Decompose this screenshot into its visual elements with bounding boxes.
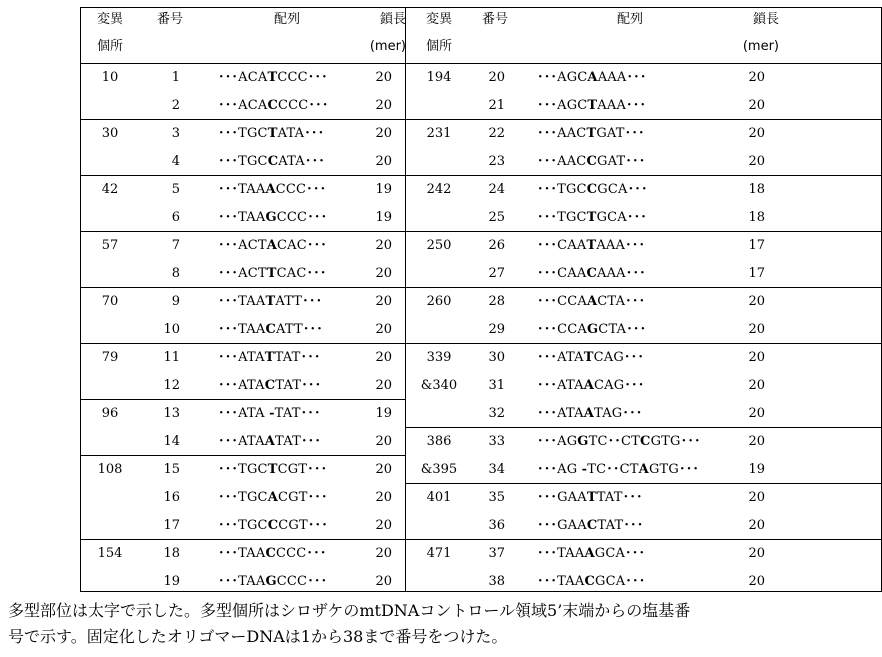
right-oligo-number: 31 xyxy=(488,378,505,393)
sequence-fragment: CCC･･･ xyxy=(275,182,327,197)
right-oligo-sequence xyxy=(537,183,648,197)
sequence-fragment: TAT･･･ xyxy=(274,350,321,365)
sequence-fragment: ･･･AAC xyxy=(537,154,587,169)
polymorphic-base: A xyxy=(586,294,598,309)
left-oligo-length: 20 xyxy=(375,574,392,589)
left-oligo-sequence xyxy=(218,351,321,365)
right-oligo-number: 21 xyxy=(488,98,505,113)
sequence-fragment: ･･･TAA xyxy=(218,210,266,225)
right-oligo-sequence xyxy=(537,239,645,253)
sequence-fragment: ･･･ACT xyxy=(218,266,267,281)
polymorphic-base: A xyxy=(587,70,598,85)
left-oligo-number: 7 xyxy=(171,238,180,253)
table-top-border xyxy=(80,7,882,8)
left-oligo-length: 19 xyxy=(375,210,392,225)
sequence-fragment: ･･･TGC xyxy=(218,462,268,477)
right-oligo-length: 20 xyxy=(748,350,765,365)
sequence-fragment: ･･･TGC xyxy=(218,518,268,533)
right-oligo-length: 20 xyxy=(748,154,765,169)
left-oligo-number: 9 xyxy=(171,294,180,309)
sequence-fragment: ･･･TGC xyxy=(218,126,268,141)
right-oligo-sequence xyxy=(537,435,701,449)
sequence-fragment: TC･･CT xyxy=(588,434,641,449)
left-oligo-length: 20 xyxy=(375,434,392,449)
left-oligo-length: 20 xyxy=(375,154,392,169)
left-oligo-length: 20 xyxy=(375,126,392,141)
sequence-fragment: GTG･･･ xyxy=(650,434,701,449)
left-oligo-number: 14 xyxy=(163,434,180,449)
polymorphic-base: T xyxy=(265,294,276,309)
right-oligo-length: 20 xyxy=(748,98,765,113)
right-oligo-length: 20 xyxy=(748,294,765,309)
right-oligo-length: 20 xyxy=(748,70,765,85)
left-group-rule xyxy=(80,399,405,400)
left-oligo-length: 20 xyxy=(375,322,392,337)
polymorphic-base: A xyxy=(267,490,278,505)
table-caption xyxy=(8,598,882,650)
left-group-rule xyxy=(80,539,405,540)
sequence-fragment: ATT･･･ xyxy=(275,294,323,309)
left-oligo-sequence xyxy=(218,491,328,505)
polymorphic-base: C xyxy=(267,98,278,113)
right-site-label: 242 xyxy=(426,182,452,197)
polymorphic-base: T xyxy=(583,350,594,365)
sequence-fragment: ･･･CCA xyxy=(537,322,587,337)
left-header-site-2: 個所 xyxy=(96,39,123,54)
left-oligo-sequence xyxy=(218,71,328,85)
left-oligo-number: 1 xyxy=(171,70,180,85)
right-oligo-number: 22 xyxy=(488,126,505,141)
left-oligo-length: 19 xyxy=(375,406,392,421)
left-oligo-sequence xyxy=(218,239,327,253)
right-oligo-sequence xyxy=(537,379,644,393)
polymorphic-base: C xyxy=(264,378,276,393)
right-group-rule xyxy=(405,343,882,344)
polymorphic-base: - xyxy=(581,462,588,477)
right-oligo-number: 28 xyxy=(488,294,505,309)
polymorphic-base: A xyxy=(264,434,276,449)
right-oligo-length: 19 xyxy=(748,462,765,477)
polymorphic-base: A xyxy=(265,182,276,197)
left-oligo-sequence xyxy=(218,183,326,197)
sequence-fragment: ･･･ATA xyxy=(537,406,584,421)
polymorphic-base: G xyxy=(265,574,277,589)
right-oligo-sequence xyxy=(537,295,645,309)
left-oligo-sequence xyxy=(218,407,321,421)
sequence-fragment: ･･･ACT xyxy=(218,238,267,253)
left-oligo-number: 12 xyxy=(163,378,180,393)
sequence-fragment: ･･･TAA xyxy=(218,322,266,337)
right-site-label: &340 xyxy=(420,378,458,393)
polymorphic-base: C xyxy=(265,546,276,561)
left-oligo-number: 5 xyxy=(171,182,180,197)
polymorphic-base: C xyxy=(267,154,279,169)
sequence-fragment: GAT･･･ xyxy=(596,126,645,141)
right-group-rule xyxy=(405,119,882,120)
polymorphic-base: C xyxy=(586,182,598,197)
right-oligo-length: 17 xyxy=(748,266,765,281)
polymorphic-base: G xyxy=(265,210,277,225)
right-group-rule xyxy=(405,175,882,176)
right-oligo-number: 23 xyxy=(488,154,505,169)
sequence-fragment: CTA･･･ xyxy=(597,294,646,309)
left-oligo-number: 17 xyxy=(163,518,180,533)
right-oligo-sequence xyxy=(537,491,643,505)
sequence-fragment: ･･･AG xyxy=(537,462,582,477)
sequence-fragment: TAG･･･ xyxy=(594,406,643,421)
left-site-label: 154 xyxy=(97,546,123,561)
sequence-fragment: ･･･CAA xyxy=(537,266,587,281)
polymorphic-base: T xyxy=(587,98,598,113)
left-header-length-unit: (mer) xyxy=(369,39,406,54)
left-oligo-sequence xyxy=(218,155,325,169)
right-oligo-sequence xyxy=(537,519,643,533)
left-oligo-sequence xyxy=(218,435,321,449)
right-oligo-length: 20 xyxy=(748,434,765,449)
right-oligo-number: 36 xyxy=(488,518,505,533)
sequence-fragment: ･･･TAA xyxy=(218,546,266,561)
right-oligo-sequence xyxy=(537,547,645,561)
left-oligo-number: 11 xyxy=(163,350,180,365)
right-site-label: 386 xyxy=(426,434,452,449)
left-oligo-length: 20 xyxy=(375,546,392,561)
right-oligo-length: 20 xyxy=(748,490,765,505)
sequence-fragment: ･･･CCA xyxy=(537,294,587,309)
table-center-divider xyxy=(405,7,406,592)
sequence-fragment: ･･･TAA xyxy=(218,294,266,309)
left-site-label: 79 xyxy=(101,350,119,365)
left-site-label: 70 xyxy=(101,294,119,309)
sequence-fragment: TAT･･･ xyxy=(275,434,322,449)
left-oligo-length: 20 xyxy=(375,70,392,85)
left-seq-header-rule xyxy=(214,7,354,8)
sequence-fragment: ･･･TAA xyxy=(537,546,585,561)
left-oligo-sequence xyxy=(218,127,324,141)
sequence-fragment: ･･･ACA xyxy=(218,98,268,113)
left-header-number: 番号 xyxy=(156,12,183,27)
sequence-fragment: CCC･･･ xyxy=(277,70,328,85)
left-oligo-length: 20 xyxy=(375,238,392,253)
sequence-fragment: ･･･ATA xyxy=(218,406,270,421)
polymorphic-base: C xyxy=(586,518,598,533)
polymorphic-base: T xyxy=(264,350,275,365)
sequence-fragment: ･･･CAA xyxy=(537,238,587,253)
right-site-label: 471 xyxy=(426,546,452,561)
sequence-fragment: ･･･TAA xyxy=(537,574,585,589)
sequence-fragment: CTA･･･ xyxy=(598,322,647,337)
right-oligo-length: 18 xyxy=(748,210,765,225)
left-site-label: 10 xyxy=(101,70,119,85)
right-header-sequence: 配列 xyxy=(616,12,643,27)
right-oligo-sequence xyxy=(537,99,646,113)
left-oligo-number: 8 xyxy=(171,266,180,281)
left-oligo-length: 20 xyxy=(375,294,392,309)
sequence-fragment: ･･･GAA xyxy=(537,490,587,505)
polymorphic-base: C xyxy=(586,266,597,281)
sequence-fragment: CGT･･･ xyxy=(277,462,328,477)
sequence-fragment: ･･･AGC xyxy=(537,70,588,85)
sequence-fragment: TAT･･･ xyxy=(274,406,321,421)
left-group-rule xyxy=(80,343,405,344)
left-oligo-sequence xyxy=(218,211,327,225)
left-oligo-length: 20 xyxy=(375,266,392,281)
table-bottom-border xyxy=(80,591,882,592)
left-oligo-length: 20 xyxy=(375,518,392,533)
sequence-fragment: CCC･･･ xyxy=(276,574,328,589)
left-site-label: 57 xyxy=(101,238,119,253)
right-oligo-number: 20 xyxy=(488,70,505,85)
right-oligo-sequence xyxy=(537,575,645,589)
sequence-fragment: GCA･･･ xyxy=(594,546,646,561)
polymorphic-base: T xyxy=(586,126,597,141)
header-rule xyxy=(80,63,882,64)
polymorphic-base: T xyxy=(586,238,597,253)
sequence-fragment: CGT･･･ xyxy=(278,518,328,533)
sequence-fragment: TAT･･･ xyxy=(275,378,322,393)
right-oligo-sequence xyxy=(537,407,642,421)
left-site-label: 30 xyxy=(101,126,119,141)
polymorphic-base: T xyxy=(586,490,597,505)
polymorphic-base: C xyxy=(640,434,651,449)
sequence-fragment: ･･･TGC xyxy=(218,490,268,505)
right-oligo-number: 34 xyxy=(488,462,505,477)
sequence-fragment: GCA･･･ xyxy=(596,210,647,225)
right-site-label: 231 xyxy=(426,126,452,141)
right-oligo-number: 32 xyxy=(488,406,505,421)
left-oligo-sequence xyxy=(218,267,327,281)
left-group-rule xyxy=(80,231,405,232)
right-oligo-length: 20 xyxy=(748,406,765,421)
sequence-fragment: ･･･AGC xyxy=(537,98,588,113)
sequence-fragment: ･･･TAA xyxy=(218,574,266,589)
polymorphic-base: T xyxy=(267,70,278,85)
polymorphic-base: T xyxy=(267,126,278,141)
left-oligo-sequence xyxy=(218,323,323,337)
left-oligo-number: 6 xyxy=(171,210,180,225)
right-oligo-number: 30 xyxy=(488,350,505,365)
right-group-rule xyxy=(405,483,882,484)
right-oligo-number: 38 xyxy=(488,574,505,589)
left-oligo-number: 10 xyxy=(163,322,180,337)
sequence-fragment: ･･･AAC xyxy=(537,126,587,141)
sequence-fragment: TC･･CT xyxy=(587,462,639,477)
right-site-label: 401 xyxy=(426,490,452,505)
left-group-rule xyxy=(80,175,405,176)
polymorphic-base: A xyxy=(584,546,595,561)
sequence-fragment: GCA･･･ xyxy=(594,574,646,589)
sequence-fragment: CCC･･･ xyxy=(275,546,327,561)
right-oligo-sequence xyxy=(537,71,647,85)
polymorphic-base: C xyxy=(267,518,279,533)
right-oligo-number: 37 xyxy=(488,546,505,561)
left-oligo-number: 4 xyxy=(171,154,180,169)
right-oligo-length: 20 xyxy=(748,126,765,141)
sequence-fragment: ･･･AG xyxy=(537,434,578,449)
caption-line-1: 多型部位は太字で示した。多型個所はシロザケのmtDNAコントロール領域5’末端からの塩基番 xyxy=(8,601,691,620)
sequence-fragment: ･･･ATA xyxy=(537,378,584,393)
right-site-label: 194 xyxy=(426,70,452,85)
right-header-number: 番号 xyxy=(481,12,508,27)
sequence-fragment: ･･･ACA xyxy=(218,70,268,85)
sequence-fragment: CGT･･･ xyxy=(278,490,328,505)
left-oligo-length: 20 xyxy=(375,378,392,393)
polymorphic-base: A xyxy=(583,378,595,393)
polymorphic-base: A xyxy=(638,462,649,477)
right-group-rule xyxy=(405,287,882,288)
left-oligo-length: 20 xyxy=(375,462,392,477)
polymorphic-base: G xyxy=(586,322,599,337)
right-site-label: &395 xyxy=(420,462,458,477)
right-oligo-sequence xyxy=(537,211,647,225)
right-oligo-number: 35 xyxy=(488,490,505,505)
left-oligo-sequence xyxy=(218,295,322,309)
sequence-fragment: TAT･･･ xyxy=(596,490,643,505)
sequence-fragment: AAA･･･ xyxy=(596,238,646,253)
left-group-rule xyxy=(80,455,405,456)
left-oligo-number: 13 xyxy=(163,406,180,421)
polymorphic-base: C xyxy=(584,574,595,589)
caption-line-2: 号で示す。固定化したオリゴマーDNAは1から38まで番号をつけた。 xyxy=(8,627,508,646)
right-header-length-unit: (mer) xyxy=(742,39,779,54)
sequence-fragment: ･･･TAA xyxy=(218,182,266,197)
sequence-fragment: CAG･･･ xyxy=(593,350,645,365)
right-oligo-length: 17 xyxy=(748,238,765,253)
polymorphic-base: C xyxy=(265,322,276,337)
right-oligo-length: 20 xyxy=(748,322,765,337)
right-oligo-sequence xyxy=(537,267,646,281)
sequence-fragment: GTG･･･ xyxy=(648,462,700,477)
right-oligo-length: 20 xyxy=(748,574,765,589)
sequence-fragment: ･･･ATA xyxy=(218,350,265,365)
sequence-fragment: ATA･･･ xyxy=(277,126,325,141)
left-group-rule xyxy=(80,287,405,288)
left-oligo-number: 3 xyxy=(171,126,180,141)
sequence-fragment: GCA･･･ xyxy=(597,182,648,197)
left-oligo-number: 2 xyxy=(171,98,180,113)
polymorphic-base: T xyxy=(266,266,277,281)
sequence-fragment: ATA･･･ xyxy=(278,154,325,169)
left-oligo-sequence xyxy=(218,99,329,113)
sequence-fragment: CCC･･･ xyxy=(277,98,329,113)
sequence-fragment: ATT･･･ xyxy=(275,322,323,337)
left-oligo-length: 20 xyxy=(375,490,392,505)
polymorphic-base: A xyxy=(583,406,595,421)
left-oligo-sequence xyxy=(218,463,327,477)
polymorphic-base: - xyxy=(269,406,275,421)
polymorphic-base: T xyxy=(267,462,278,477)
sequence-fragment: CAG･･･ xyxy=(594,378,645,393)
right-oligo-length: 20 xyxy=(748,518,765,533)
right-oligo-number: 33 xyxy=(488,434,505,449)
left-oligo-sequence xyxy=(218,379,321,393)
sequence-fragment: TAT･･･ xyxy=(597,518,644,533)
left-header-site: 変異 xyxy=(96,12,123,27)
left-oligo-sequence xyxy=(218,547,327,561)
sequence-fragment: ･･･ATA xyxy=(218,378,265,393)
sequence-fragment: ･･･TGC xyxy=(218,154,268,169)
right-oligo-sequence xyxy=(537,127,645,141)
sequence-fragment: AAA･･･ xyxy=(597,98,647,113)
sequence-fragment: ･･･ATA xyxy=(537,350,584,365)
left-oligo-number: 19 xyxy=(163,574,180,589)
right-oligo-number: 25 xyxy=(488,210,505,225)
polymorphic-base: A xyxy=(266,238,278,253)
polymorphic-base: G xyxy=(577,434,589,449)
right-site-label: 339 xyxy=(426,350,452,365)
right-oligo-length: 20 xyxy=(748,378,765,393)
left-oligo-sequence xyxy=(218,575,327,589)
left-oligo-sequence xyxy=(218,519,328,533)
sequence-fragment: CAC･･･ xyxy=(277,238,327,253)
oligomer-table xyxy=(80,7,882,592)
left-oligo-number: 16 xyxy=(163,490,180,505)
sequence-fragment: ･･･GAA xyxy=(537,518,587,533)
right-oligo-number: 29 xyxy=(488,322,505,337)
right-oligo-sequence xyxy=(537,351,644,365)
sequence-fragment: GAT･･･ xyxy=(596,154,646,169)
sequence-fragment: AAA･･･ xyxy=(597,70,647,85)
left-site-label: 108 xyxy=(97,462,123,477)
right-group-rule xyxy=(405,427,882,428)
right-oligo-length: 18 xyxy=(748,182,765,197)
right-group-rule xyxy=(405,231,882,232)
left-group-rule xyxy=(80,119,405,120)
polymorphic-base: C xyxy=(586,154,597,169)
right-oligo-sequence xyxy=(537,463,699,477)
right-header-length: 鎖長 xyxy=(752,12,779,27)
right-oligo-length: 20 xyxy=(748,546,765,561)
right-site-label: 250 xyxy=(426,238,452,253)
right-oligo-sequence xyxy=(537,323,646,337)
left-header-length: 鎖長 xyxy=(379,12,406,27)
right-group-rule xyxy=(405,539,882,540)
polymorphic-base: T xyxy=(586,210,597,225)
left-oligo-length: 20 xyxy=(375,98,392,113)
left-header-sequence: 配列 xyxy=(273,12,300,27)
right-site-label: 260 xyxy=(426,294,452,309)
left-site-label: 42 xyxy=(101,182,119,197)
sequence-fragment: CCC･･･ xyxy=(276,210,328,225)
left-site-label: 96 xyxy=(101,406,119,421)
sequence-fragment: ･･･ATA xyxy=(218,434,265,449)
left-oligo-length: 20 xyxy=(375,350,392,365)
right-oligo-number: 26 xyxy=(488,238,505,253)
right-oligo-sequence xyxy=(537,155,645,169)
right-oligo-number: 24 xyxy=(488,182,505,197)
sequence-fragment: AAA･･･ xyxy=(596,266,646,281)
left-oligo-number: 15 xyxy=(163,462,180,477)
sequence-fragment: ･･･TGC xyxy=(537,210,587,225)
left-oligo-length: 19 xyxy=(375,182,392,197)
right-oligo-number: 27 xyxy=(488,266,505,281)
sequence-fragment: CAC･･･ xyxy=(276,266,327,281)
right-header-site-2: 個所 xyxy=(425,39,452,54)
left-oligo-number: 18 xyxy=(163,546,180,561)
sequence-fragment: ･･･TGC xyxy=(537,182,587,197)
right-header-site: 変異 xyxy=(425,12,452,27)
